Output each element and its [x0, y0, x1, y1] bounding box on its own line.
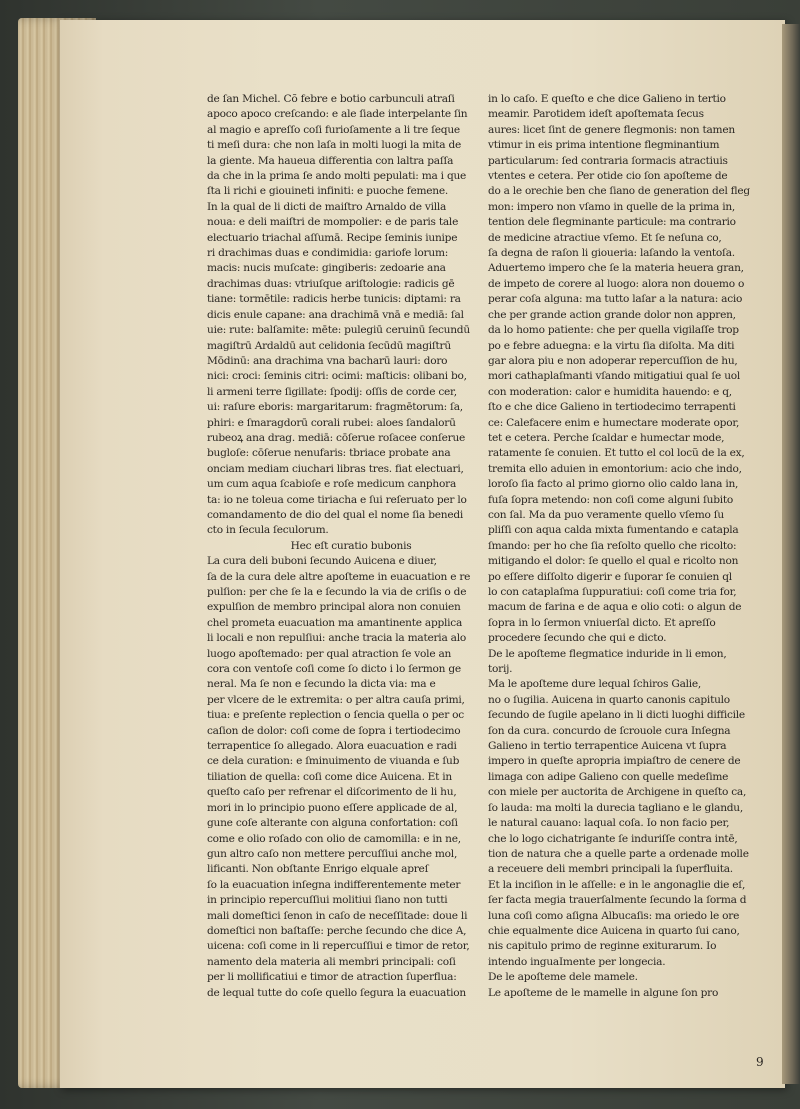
text-line: cto in ſecula ſeculorum. — [207, 524, 329, 537]
text-line: con miele per auctorita de Archigene in queſto ca, — [488, 786, 747, 799]
text-line: procedere ſecundo che qui e dicto. — [488, 632, 667, 645]
text-line: uicena: coſi come in li repercuſſiui e timor de retor, — [207, 940, 470, 953]
text-line: da lo homo patiente: che per quella vigilaſſe trop — [488, 324, 739, 337]
text-line: cora con ventoſe coſi come ſo dicto i lo ſermon ge — [207, 663, 461, 676]
text-line: tet e cetera. Perche ſcaldar e humectar mode, — [488, 431, 725, 444]
text-line: ſon da cura. concurdo de ſcrouole cura Inſegna — [488, 724, 731, 737]
text-line: li locali e non repulſiui: anche tracia la materia alo — [207, 632, 466, 645]
text-line: dicis enule capane: ana drachimā vnā e mediā: ſal — [207, 308, 464, 321]
text-line: uie: rute: balſamite: mēte: pulegiū ceruinū ſecundū — [207, 324, 470, 337]
text-line: no o ſugilia. Auicena in quarto canonis capitulo — [488, 693, 730, 706]
text-line: gun altro caſo non mettere percuſſiui anche mol, — [207, 847, 458, 860]
text-line: Et la inciſion in le aſſelle: e in le angonaglie die eſ, — [488, 878, 746, 891]
text-line: ſa degna de raſon li gioueria: laſando la ventoſa. — [488, 247, 735, 260]
text-line: intendo inguaImente per longecia. — [488, 955, 666, 968]
text-line: expulſion de membro principal alora non conuien — [207, 601, 461, 614]
text-line: aures: licet ſint de genere flegmonis: non tamen — [488, 123, 735, 136]
text-line: meamir. Parotidem ideſt apoſtemata ſecus — [488, 108, 704, 121]
text-line: macum de farina e de aqua e olio coti: o algun de — [488, 601, 742, 614]
text-line: ſto e che dice Galieno in tertiodecimo terrapenti — [488, 401, 736, 414]
text-line: gar alora piu e non adoperar repercuſſion de hu, — [488, 354, 738, 367]
text-line: electuario triachal aſſumā. Recipe ſeminis iunipe — [207, 231, 458, 244]
text-line: ſta li richi e giouineti infiniti: e puoche femene. — [207, 185, 449, 198]
text-line: nici: croci: ſeminis citri: ocimi: maſticis: olibani bo, — [207, 370, 467, 383]
text-line: chel prometa euacuation ma amantinente applica — [207, 616, 463, 629]
text-line: phiri: e ſmaragdorū corali rubei: aloes ſandalorū — [207, 416, 456, 429]
text-line: che per grande action grande dolor non appren, — [488, 308, 736, 321]
text-line: per li mollificatiui e timor de atraction ſuperflua: — [207, 971, 457, 984]
text-line: lificanti. Non obſtante Enrigo elquale apreſ — [207, 863, 429, 876]
text-line: fuſa ſopra metendo: non coſi come alguni ſubito — [488, 493, 733, 506]
text-line: de medicine atractiue vſemo. Et ſe neſuna co, — [488, 231, 722, 244]
text-line: ta: io ne toleua come tiriacha e ſui reſeruato per lo — [207, 493, 467, 506]
text-line: particularum: ſed contraria ſormacis atractiuis — [488, 154, 728, 167]
text-line: gune coſe alterante con alguna confortation: coſi — [207, 817, 458, 830]
text-line: Mōdinū: ana drachima vna bacharū lauri: doro — [207, 354, 448, 367]
text-line: loroſo ſia facto al primo giorno olio caldo lana in, — [488, 478, 739, 491]
text-line: queſto caſo per refrenar el diſcorimento de li hu, — [207, 786, 457, 799]
text-line: tiane: tormētile: radicis herbe tunicis: diptami: ra — [207, 293, 461, 306]
text-line: in principio repercuſſiui molitiui ſiano non tutti — [207, 894, 448, 907]
text-line: pulſion: per che ſe la e ſecundo la via de criſis o de — [207, 586, 467, 598]
text-line: le natural cauano: laqual coſa. Io non facio per, — [488, 817, 730, 830]
text-line: Hec eſt curatio bubonis — [290, 539, 412, 552]
text-line: vtentes e cetera. Per otide cio ſon apoſteme de — [488, 170, 728, 183]
text-line: rubeoꝝ ana drag. mediā: cōſerue roſacee conſerue — [207, 431, 466, 444]
text-line: ſmando: per ho che ſia reſolto quello che ricolto: — [488, 539, 737, 552]
text-line: nis capitulo primo de reginne exiturarum. Io — [488, 940, 717, 953]
text-line: Galieno in tertio terrapentice Auicena vt ſupra — [488, 740, 727, 753]
text-line: ſa de la cura dele altre apoſteme in euacuation e re — [207, 570, 471, 583]
text-line: li armeni terre ſigillate: ſpodij: oſſis de corde cer, — [207, 385, 457, 398]
text-line: magiſtrū Ardaldū aut celidonia ſecūdū magiſtrū — [207, 339, 451, 352]
text-line: ce dela curation: e ſminuimento de viuanda e ſub — [207, 755, 460, 768]
text-line: tiliation de quella: coſi come dice Auicena. Et in — [207, 770, 452, 783]
text-line: mali domeſtici ſenon in caſo de neceſſitade: doue li — [207, 909, 468, 922]
text-line: lo con cataplaſma ſuppuratiui: coſi come tria for, — [488, 586, 737, 598]
text-line: ratamente ſe conuien. Et tutto el col locũ de la ex, — [488, 447, 745, 460]
text-line: Ma le apoſteme dure lequal ſchiros Galie, — [488, 678, 702, 691]
right-text-column — [488, 92, 750, 1001]
text-line: terrapentice ſo allegado. Alora euacuation e radi — [207, 740, 457, 753]
text-line: ſo la euacuation inſegna indifferentemente meter — [207, 878, 461, 891]
text-line: tention dele flegminante particule: ma contrario — [488, 216, 736, 229]
text-line: a receuere deli membri principali la ſuperfluita. — [488, 863, 733, 876]
text-line: per vlcere de le extremita: o per altra cauſa primi, — [207, 693, 465, 706]
text-line: onciam mediam ciuchari libras tres. fiat electuari, — [207, 462, 464, 475]
text-line: de lequal tutte do coſe quello ſegura la euacuation — [207, 986, 466, 999]
facing-page-edge — [782, 24, 800, 1084]
text-line: do a le orechie ben che ſiano de generation del fleg — [488, 185, 750, 198]
text-line: noua: e deli maiſtri de mompolier: e de paris tale — [207, 216, 459, 229]
text-line: chie equalmente dice Auicena in quarto ſui cano, — [488, 924, 740, 937]
text-line: drachimas duas: vtriuſque ariſtologie: radicis gē — [207, 277, 455, 290]
text-line: luogo apoſtemado: per qual atraction ſe vole an — [207, 647, 452, 660]
text-line: in lo caſo. E queſto e che dice Galieno in tertio — [488, 93, 726, 105]
text-line: po e febre aduegna: e la virtu ſia diſolta. Ma diti — [488, 339, 735, 352]
text-line: come e olio roſado con olio de camomilla: e in ne, — [207, 832, 461, 845]
text-line: In la qual de li dicti de maiſtro Arnaldo de villa — [207, 200, 447, 213]
text-line: con moderation: calor e humidita hauendo: e q, — [488, 385, 732, 398]
text-line: ui: raſure eboris: margaritarum: fragmētorum: ſa, — [207, 401, 463, 414]
text-line: ri drachimas duas e condimidia: gariofe lorum: — [207, 247, 449, 260]
text-line: caſion de dolor: coſi come de ſopra i tertiodecimo — [207, 724, 461, 737]
text-line: La cura deli buboni ſecundo Auicena e diuer, — [207, 555, 437, 568]
text-line: bugloſe: cōſerue nenufaris: tbriace probate ana — [207, 447, 451, 460]
text-line: um cum aqua ſcabioſe e roſe medicum canphora — [207, 478, 457, 491]
text-line: mori cathaplaſmanti vſando mitigatiui qual ſe uol — [488, 370, 741, 383]
text-line: la giente. Ma haueua differentia con laltra paſſa — [207, 154, 454, 167]
text-line: macis: nucis muſcate: gingiberis: zedoarie ana — [207, 262, 446, 275]
text-line: tion de natura che a quelle parte a ordenade molle — [488, 847, 749, 860]
text-line: neral. Ma ſe non e ſecundo la dicta via: ma e — [207, 678, 436, 691]
text-line: limaga con adipe Galieno con quelle medeſime — [488, 770, 729, 783]
text-line: po eſſere diſſolto digerir e ſuporar ſe conuien ql — [488, 570, 732, 583]
text-line: con ſal. Ma da puo veramente quello vſemo ſu — [488, 508, 724, 521]
text-line: ſopra in lo ſermon vniuerſal dicto. Et apreſſo — [488, 616, 716, 629]
text-line: ſecundo de ſugile apelano in li dicti luoghi difficile — [488, 709, 745, 722]
text-line: De le apoſteme flegmatice induride in li emon, — [488, 647, 727, 660]
text-line: de impeto de corere al luogo: alora non douemo o — [488, 277, 745, 290]
text-line: pliſſi con aqua calda mixta fumentando e catapla — [488, 524, 739, 537]
text-line: perar coſa alguna: ma tutto laſar a la natura: acio — [488, 293, 743, 306]
text-line: torij. — [488, 663, 513, 676]
signature-mark: 9 — [756, 1055, 764, 1069]
text-line: ce: Calefacere enim e humectare moderate opor, — [488, 416, 740, 429]
text-line: namento dela materia ali membri principali: coſi — [207, 955, 456, 968]
text-line: comandamento de dio del qual el nome ſia benedi — [207, 508, 464, 521]
text-line: da che in la prima ſe ando molti pepulati: ma i que — [207, 170, 467, 183]
text-line: tiua: e preſente replection o ſencia quella o per oc — [207, 709, 464, 722]
text-line: luna coſi como aſigna Albucaſis: ma oriedo le ore — [488, 909, 740, 922]
text-line: mori in lo principio puono eſſere applicade de al, — [207, 801, 458, 814]
text-line: Aduertemo impero che ſe la materia heuera gran, — [488, 262, 744, 275]
text-line: impero in queſte apropria impiaſtro de cenere de — [488, 755, 741, 768]
text-line: domeſtici non baſtaſſe: perche ſecundo che dice A, — [207, 924, 467, 937]
text-line: mon: impero non vſamo in quelle de la prima in, — [488, 200, 736, 213]
text-line: Le apoſteme de le mamelle in algune ſon pro — [488, 986, 719, 999]
text-line: De le apoſteme dele mamele. — [488, 971, 638, 984]
text-line: ſer facta megia trauerſalmente ſecundo la ſorma d — [488, 894, 747, 907]
text-line: al magio e apreſſo coſi furioſamente a li tre ſeque — [207, 123, 460, 136]
text-line: tremita ello aduien in emontorium: acio che indo, — [488, 462, 742, 475]
text-line: ti meſi dura: che non laſa in molti luogi la mita de — [207, 139, 462, 152]
text-line: che lo logo cichatrigante ſe induriſſe contra intē, — [488, 832, 738, 845]
text-line: ſo lauda: ma molti la durecia tagliano e le glandu, — [488, 801, 744, 814]
text-line: de ſan Michel. Cõ febre e botio carbunculi atraſi — [207, 93, 455, 105]
text-line: mitigando el dolor: ſe quello el qual e ricolto non — [488, 555, 739, 568]
text-line: vtimur in eis prima intentione flegminantium — [488, 139, 720, 152]
text-line: apoco apoco creſcando: e ale ſiade interpelante ſin — [207, 108, 468, 121]
left-text-column — [207, 92, 475, 1001]
